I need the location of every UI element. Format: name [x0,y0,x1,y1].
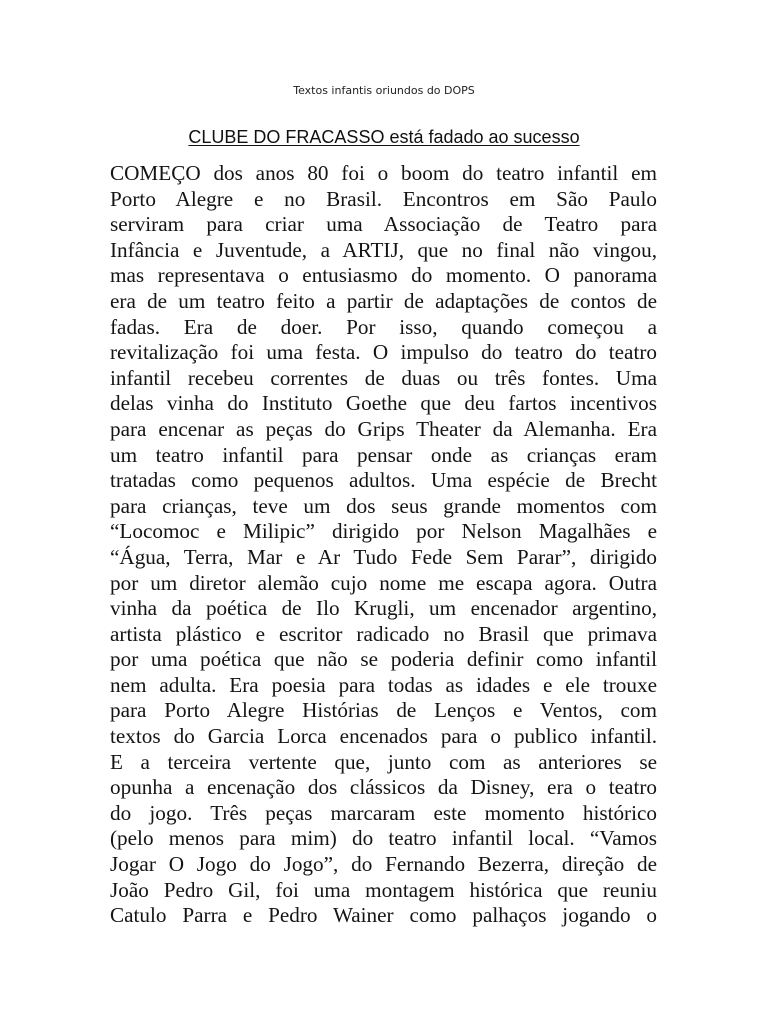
body-line: vinha da poética de Ilo Krugli, um encenador argentino, [110,596,657,621]
body-line: textos do Garcia Lorca encenados para o publico infantil. [110,724,657,749]
body-line: para crianças, teve um dos seus grande momentos com [110,493,657,518]
body-line: era de um teatro feito a partir de adaptações de contos de [110,288,657,313]
article-body [110,161,657,929]
body-line: para encenar as peças do Grips Theater da Alemanha. Era [110,416,657,441]
body-line: artista plástico e escritor radicado no Brasil que primava [110,621,657,646]
body-line: do jogo. Três peças marcaram este momento histórico [110,800,657,825]
body-line: para Porto Alegre Histórias de Lenços e Ventos, com [110,698,657,723]
body-line: João Pedro Gil, foi uma montagem histórica que reuniu [110,877,657,902]
body-line: revitalização foi uma festa. O impulso do teatro do teatro [110,340,657,365]
body-line: por um diretor alemão cujo nome me escapa agora. Outra [110,570,657,595]
body-line: E a terceira vertente que, junto com as anteriores se [110,749,657,774]
body-line: por uma poética que não se poderia definir como infantil [110,647,657,672]
body-line: tratadas como pequenos adultos. Uma espécie de Brecht [110,468,657,493]
page-header: Textos infantis oriundos do DOPS [293,84,475,97]
body-line: nem adulta. Era poesia para todas as idades e ele trouxe [110,672,657,697]
body-line: serviram para criar uma Associação de Teatro para [110,212,657,237]
body-line: fadas. Era de doer. Por isso, quando começou a [110,314,657,339]
body-line: delas vinha do Instituto Goethe que deu fartos incentivos [110,391,657,416]
body-line: (pelo menos para mim) do teatro infantil local. “Vamos [110,826,657,851]
body-line: COMEÇO dos anos 80 foi o boom do teatro infantil em [110,161,657,185]
body-line: Jogar O Jogo do Jogo”, do Fernando Bezerra, direção de [110,852,657,877]
body-line: mas representava o entusiasmo do momento. O panorama [110,263,657,288]
body-line: “Locomoc e Milipic” dirigido por Nelson Magalhães e [110,519,657,544]
body-line: Porto Alegre e no Brasil. Encontros em São Paulo [110,186,657,211]
body-line: opunha a encenação dos clássicos da Disney, era o teatro [110,775,657,800]
body-line: um teatro infantil para pensar onde as crianças eram [110,442,657,467]
body-line: Catulo Parra e Pedro Wainer como palhaços jogando o [110,903,657,928]
body-line: Infância e Juventude, a ARTIJ, que no final não vingou, [110,237,657,262]
body-line: infantil recebeu correntes de duas ou três fontes. Uma [110,365,657,390]
body-line: “Água, Terra, Mar e Ar Tudo Fede Sem Parar”, dirigido [110,544,657,569]
article-title: CLUBE DO FRACASSO está fadado ao sucesso [188,127,580,147]
